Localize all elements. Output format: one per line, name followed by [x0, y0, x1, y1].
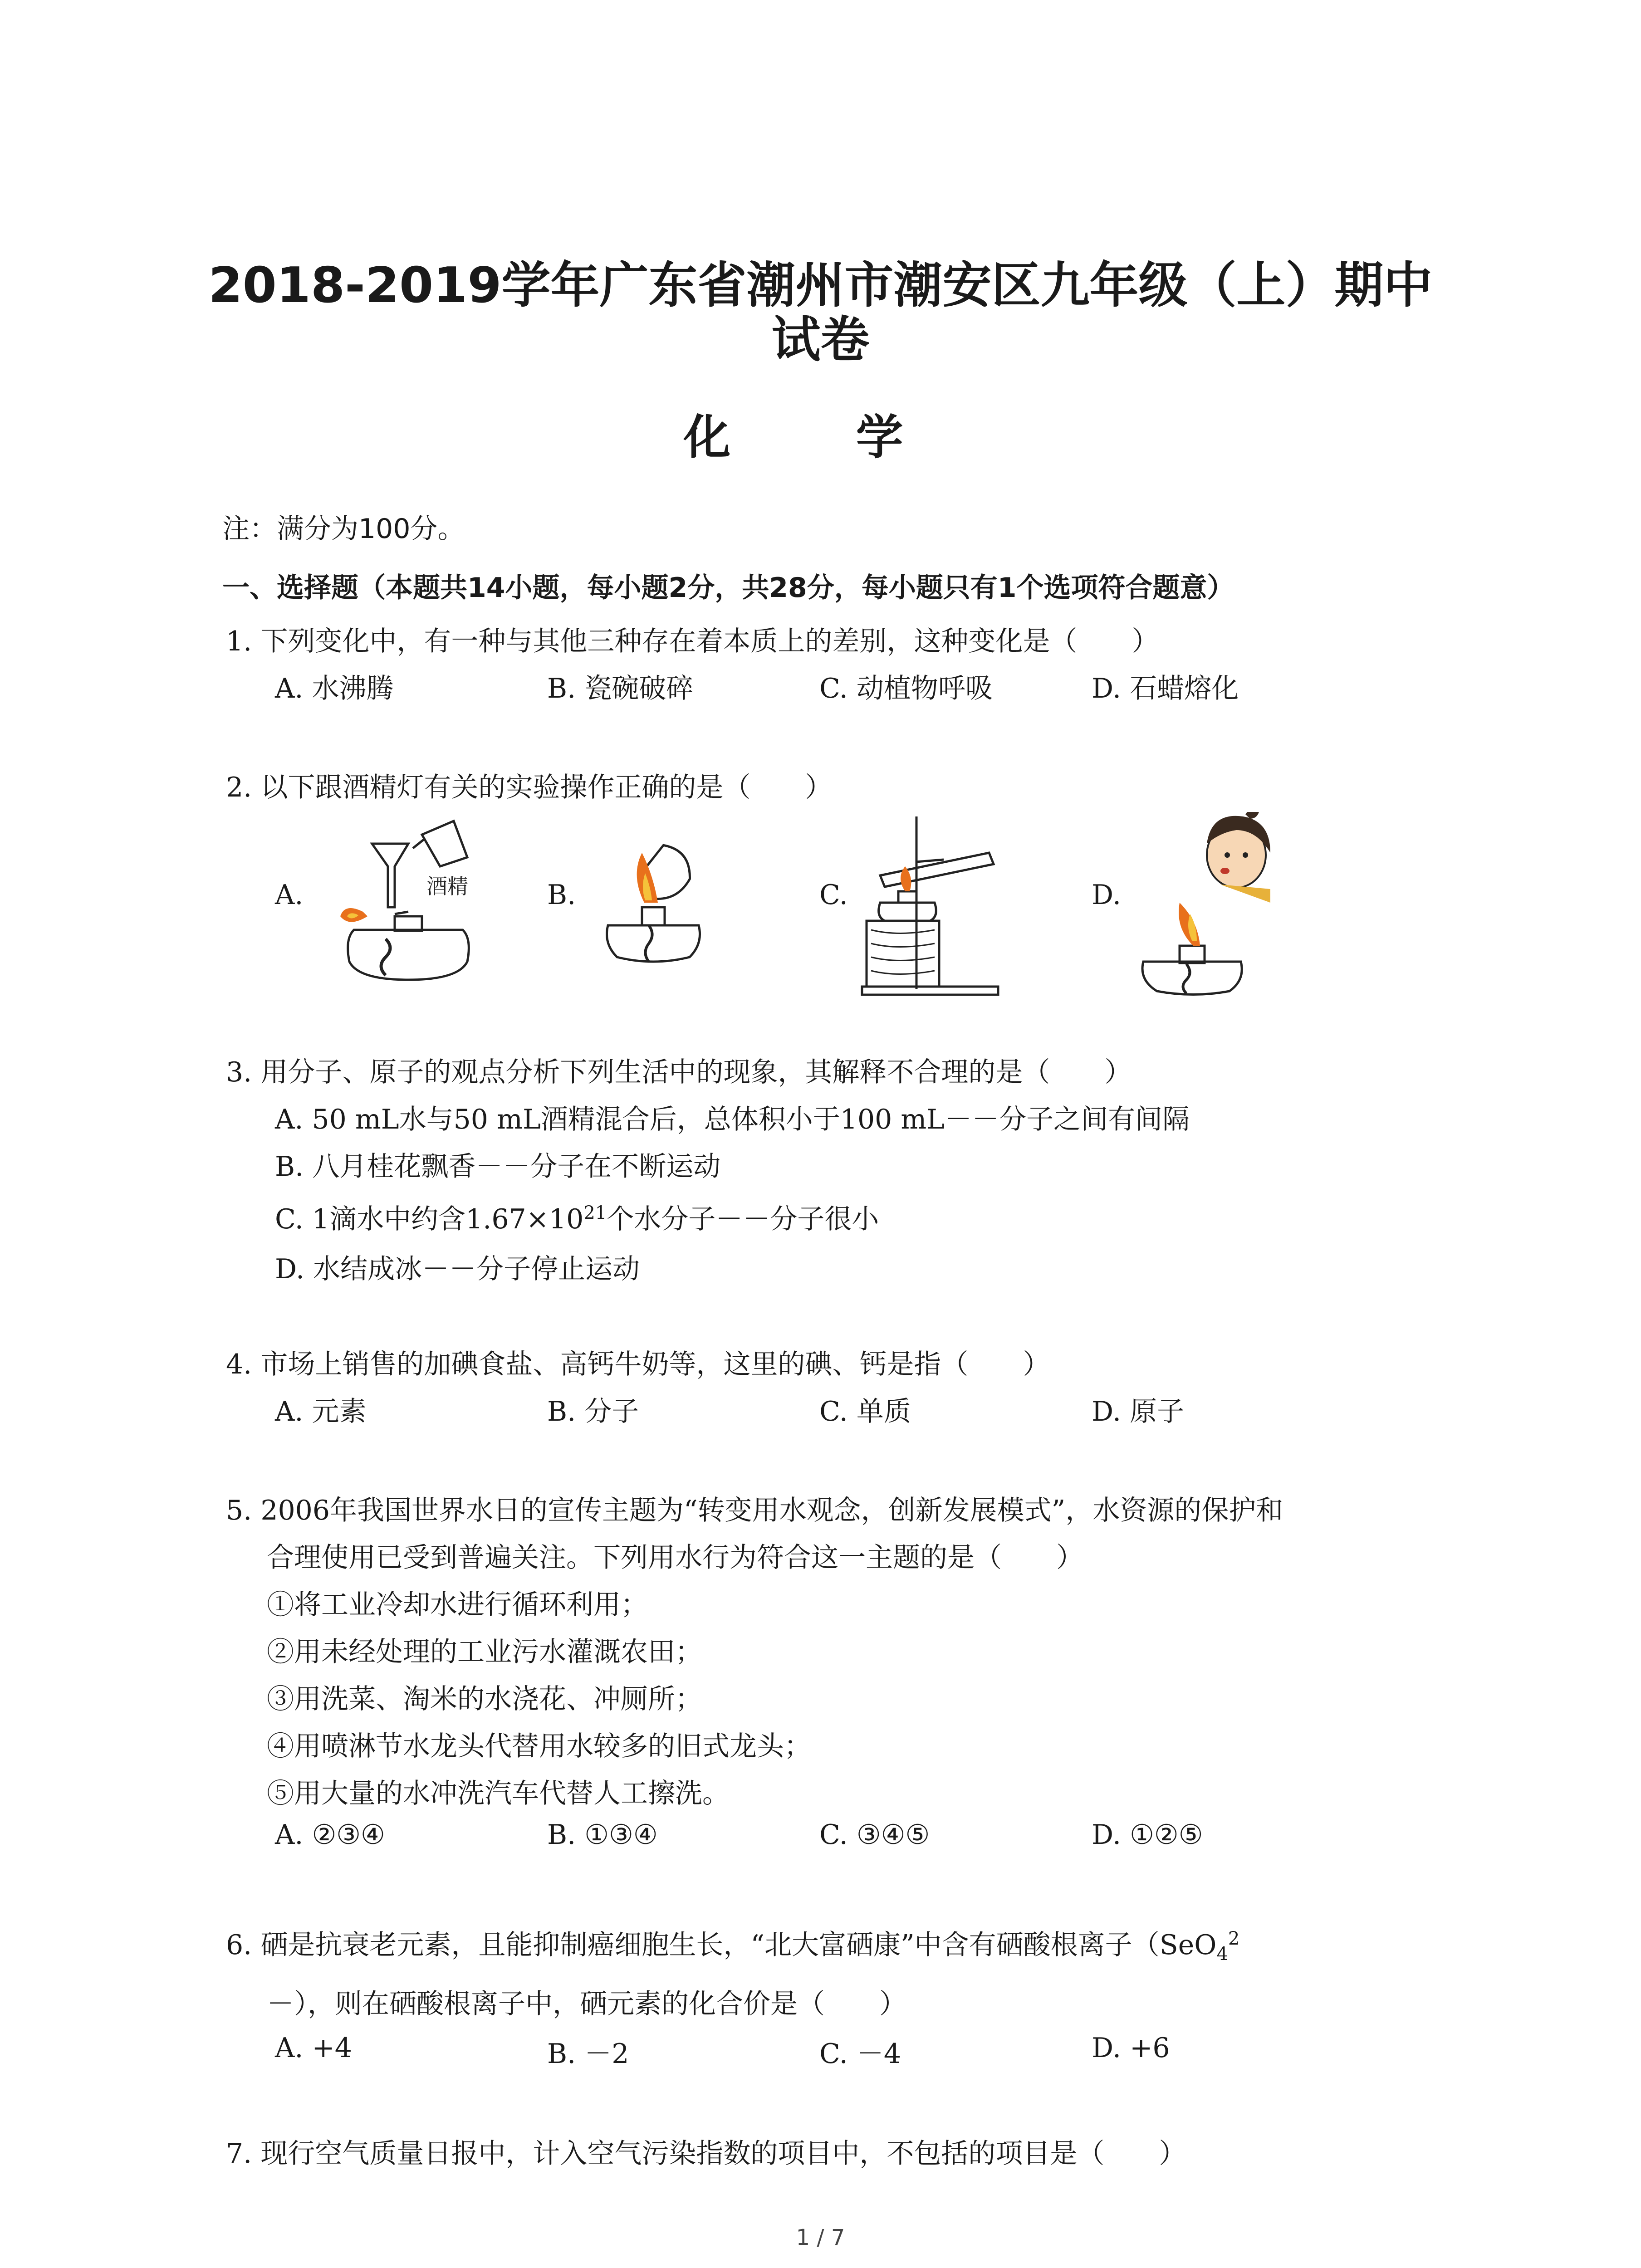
q3-option-c-exp: 21 [583, 1202, 607, 1223]
q6-formula-subscript: 4 [1216, 1944, 1228, 1965]
q2-label-a: A. [275, 879, 304, 911]
exam-title-line1: 2018-2019学年广东省潮州市潮安区九年级（上）期中 [208, 257, 1433, 314]
q2-figure-c [853, 807, 1016, 998]
question-2-stem: 2. 以下跟酒精灯有关的实验操作正确的是（ ） [226, 772, 833, 803]
q3-option-c [275, 1198, 879, 1237]
q5-item-4: ④用喷淋节水龙头代替用水较多的旧式龙头； [267, 1730, 811, 1762]
q6-option-b: B. －2 [547, 2038, 629, 2070]
score-note: 注：满分为100分。 [222, 513, 465, 545]
subject-title: 化 学 [683, 410, 958, 465]
q4-option-d: D. 原子 [1092, 1396, 1185, 1427]
q4-option-c: C. 单质 [819, 1396, 911, 1427]
q6-option-d: D. +6 [1092, 2032, 1170, 2064]
q3-option-c-pre: C. 1滴水中约含1.67×10 [275, 1203, 584, 1235]
q5-option-a: A. ②③④ [275, 1819, 385, 1851]
q6-option-a: A. +4 [275, 2032, 352, 2064]
q2-label-b: B. [547, 879, 576, 911]
q6-option-c: C. －4 [819, 2038, 901, 2070]
question-4-stem: 4. 市场上销售的加碘食盐、高钙牛奶等，这里的碘、钙是指（ ） [226, 1349, 1050, 1380]
question-6-stem-cont: －），则在硒酸根离子中，硒元素的化合价是（ ） [267, 1988, 906, 2020]
q5-option-c: C. ③④⑤ [819, 1819, 930, 1851]
q2-figure-b [590, 835, 717, 971]
q1-option-d: D. 石蜡熔化 [1092, 673, 1239, 704]
q5-item-2: ②用未经处理的工业污水灌溉农田； [267, 1636, 702, 1668]
q2-label-d: D. [1092, 879, 1122, 911]
question-6-stem [226, 1923, 1239, 1965]
q1-option-b: B. 瓷碗破碎 [547, 673, 694, 704]
q2-label-c: C. [819, 879, 848, 911]
q2-figure-d [1134, 812, 1279, 998]
q3-option-b: B. 八月桂花飘香－－分子在不断运动 [275, 1151, 721, 1183]
question-7-stem: 7. 现行空气质量日报中，计入空气污染指数的项目中，不包括的项目是（ ） [226, 2138, 1186, 2170]
q5-item-5: ⑤用大量的水冲洗汽车代替人工擦洗。 [267, 1778, 730, 1809]
question-3-stem: 3. 用分子、原子的观点分析下列生活中的现象，其解释不合理的是（ ） [226, 1056, 1132, 1088]
q3-option-a: A. 50 mL水与50 mL酒精混合后，总体积小于100 mL－－分子之间有间隔 [275, 1104, 1190, 1135]
question-1-stem: 1. 下列变化中，有一种与其他三种存在着本质上的差别，这种变化是（ ） [226, 626, 1159, 657]
q1-option-a: A. 水沸腾 [275, 673, 394, 704]
exam-title-line2: 试卷 [771, 312, 870, 368]
q5-option-b: B. ①③④ [547, 1819, 658, 1851]
q6-formula-superscript: 2 [1228, 1928, 1240, 1949]
q6-stem-text: 6. 硒是抗衰老元素，且能抑制癌细胞生长，“北大富硒康”中含有硒酸根离子（SeO [226, 1929, 1217, 1961]
question-5-stem: 5. 2006年我国世界水日的宣传主题为“转变用水观念，创新发展模式”，水资源的保护和 [226, 1495, 1283, 1526]
q3-option-c-post: 个水分子－－分子很小 [607, 1203, 879, 1235]
q3-option-d: D. 水结成冰－－分子停止运动 [275, 1253, 640, 1285]
alcohol-label: 酒精 [426, 874, 468, 899]
q5-item-3: ③用洗菜、淘米的水浇花、冲厕所； [267, 1683, 702, 1715]
section-heading: 一、选择题（本题共14小题，每小题2分，共28分，每小题只有1个选项符合题意） [222, 572, 1234, 604]
q5-item-1: ①将工业冷却水进行循环利用； [267, 1589, 648, 1621]
q4-option-a: A. 元素 [275, 1396, 367, 1427]
page-number: 1 / 7 [796, 2225, 845, 2250]
q2-figure-a [318, 816, 499, 989]
q5-option-d: D. ①②⑤ [1092, 1819, 1203, 1851]
q1-option-c: C. 动植物呼吸 [819, 673, 993, 704]
question-5-stem-cont: 合理使用已受到普遍关注。下列用水行为符合这一主题的是（ ） [267, 1542, 1083, 1574]
q4-option-b: B. 分子 [547, 1396, 639, 1427]
